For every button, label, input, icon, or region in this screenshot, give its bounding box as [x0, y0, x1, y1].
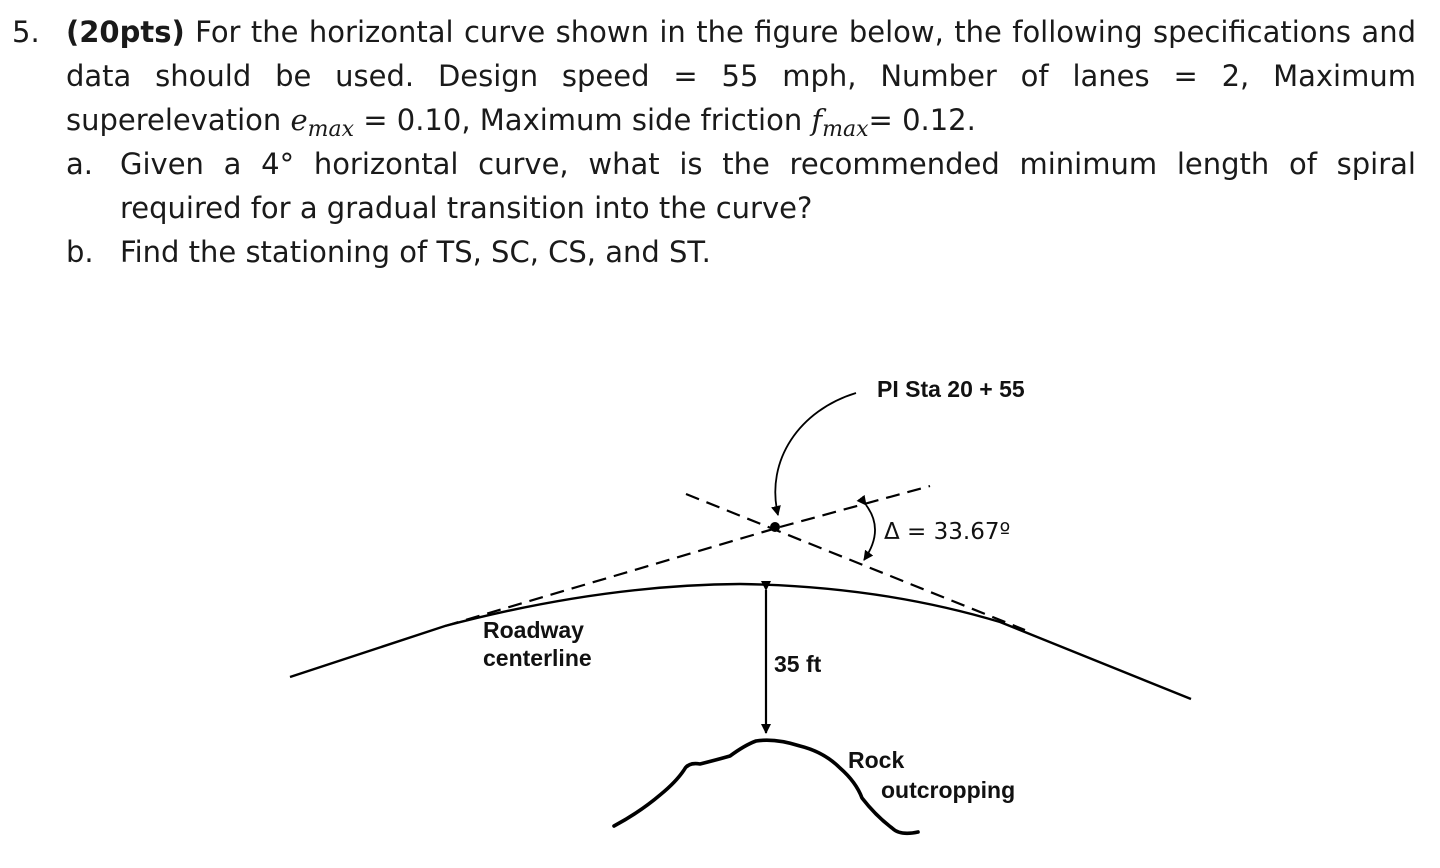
intro-text-3c: = 0.12. [868, 103, 976, 137]
emax-subscript: max [307, 117, 355, 142]
fmax-subscript: max [822, 117, 869, 142]
delta-angle-arc [864, 505, 875, 560]
part-a-line-1: Given a 4° horizontal curve, what is the recommended minimum length of spiral [120, 147, 1416, 181]
part-b-text: Find the stationing of TS, SC, CS, and ST. [120, 235, 711, 269]
back-tangent-line [445, 527, 780, 626]
points-label: (20pts) [66, 15, 185, 49]
delta-label: Δ = 33.67º [884, 519, 1011, 545]
intro-line-2: data should be used. Design speed = 55 mph, Number of lanes = 2, Maximum [66, 59, 1416, 93]
emax-symbol: e [290, 103, 308, 137]
pi-station-label: PI Sta 20 + 55 [877, 376, 1025, 402]
forward-tangent-line [686, 494, 1025, 630]
intro-text-3a: superelevation [66, 103, 291, 137]
pi-point [770, 522, 780, 532]
offset-label: 35 ft [774, 651, 822, 677]
rock-label-1: Rock [848, 747, 905, 773]
roadway-centerline [290, 584, 1191, 699]
fmax-symbol: f [811, 103, 823, 137]
pi-pointer-arrow [775, 393, 856, 515]
part-a-line-2: required for a gradual transition into the curve? [120, 191, 813, 225]
intro-text-1: For the horizontal curve shown in the figure below, the following specifications and [195, 15, 1416, 49]
intro-text-3b: = 0.10, Maximum side friction [354, 103, 812, 137]
part-a-label: a. [66, 147, 93, 181]
problem-number: 5. [12, 15, 40, 49]
rock-label-2: outcropping [881, 777, 1016, 803]
part-b-label: b. [66, 235, 94, 269]
roadway-label-1: Roadway [483, 617, 584, 643]
roadway-label-2: centerline [483, 645, 592, 671]
